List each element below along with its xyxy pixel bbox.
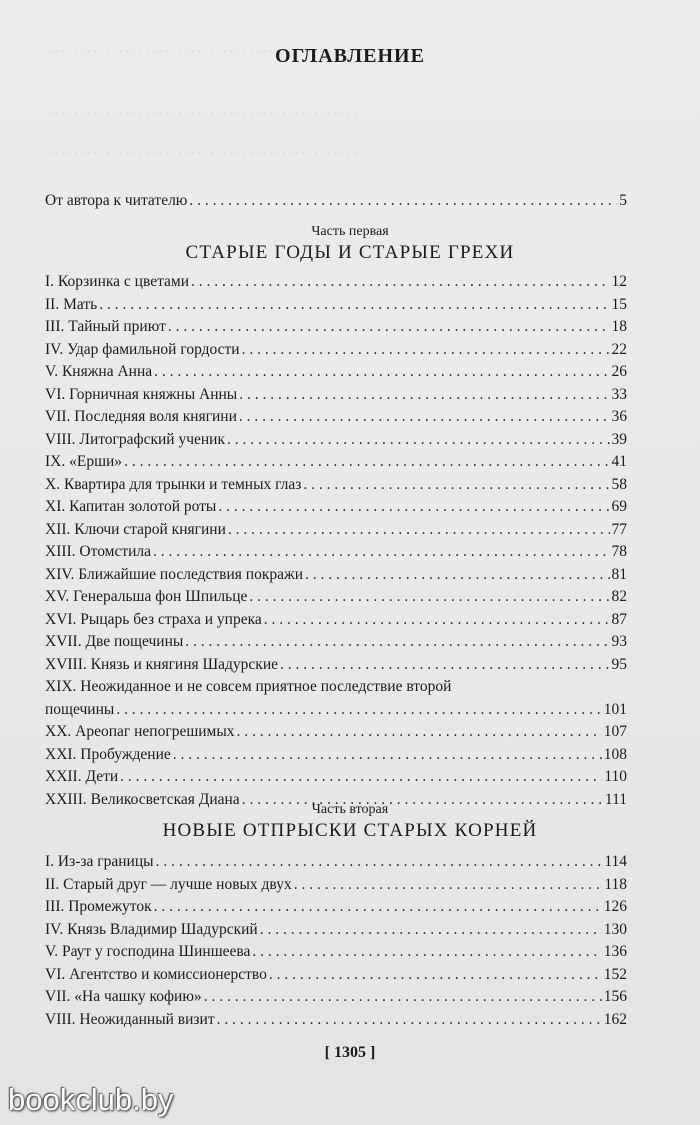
toc-label: VII. «На чашку кофию» (45, 988, 202, 1005)
leader-dots (252, 941, 601, 964)
toc-label: II. Мать (45, 295, 98, 313)
toc-label: XVII. Две пощечины (45, 633, 184, 650)
toc-label: III. Промежуток (45, 898, 152, 915)
leader-dots (305, 564, 610, 587)
toc-page: 33 (611, 385, 627, 403)
part-label: Часть вторая (311, 802, 389, 817)
toc-row (45, 361, 627, 384)
toc-label: От автора к читателю (45, 192, 188, 209)
toc-label: III. Тайный приют (45, 318, 166, 335)
leader-dots (227, 429, 609, 452)
toc-page: 152 (603, 965, 627, 983)
toc-row (45, 941, 627, 964)
toc-label: V. Княжна Анна (45, 363, 153, 380)
toc-label: XIV. Ближайшие последствия покражи (45, 565, 303, 583)
toc-label: XXI. Пробуждение (45, 745, 171, 763)
toc-label: XXIII. Великосветская Диана (45, 790, 240, 808)
toc-page: 126 (603, 898, 627, 915)
toc-page: 82 (611, 588, 627, 605)
leader-dots (168, 316, 610, 339)
toc-label: VIII. Неожиданный визит (45, 1010, 215, 1028)
toc-label: пощечины (45, 700, 115, 718)
leader-dots (237, 721, 602, 744)
toc-page: 162 (603, 1010, 627, 1028)
leader-dots (154, 361, 609, 384)
toc-page: 26 (611, 363, 627, 380)
toc-row (45, 294, 627, 317)
leader-dots (242, 339, 610, 362)
toc-page: 78 (611, 543, 627, 560)
toc-page: 114 (604, 853, 627, 870)
toc-label: IV. Князь Владимир Шадурский (45, 920, 258, 938)
site-watermark (0, 1076, 220, 1125)
page-title: ОГЛАВЛЕНИЕ (275, 45, 425, 67)
leader-dots (156, 851, 603, 874)
toc-part2-list (45, 851, 627, 1031)
leader-dots (173, 744, 602, 767)
toc-label: IX. «Ерши» (45, 453, 123, 470)
toc-row (45, 721, 627, 744)
toc-row (45, 451, 627, 474)
toc-label: XIX. Неожиданное и не совсем приятное последствие второй (45, 678, 452, 695)
toc-row (45, 964, 627, 987)
toc-row (45, 429, 627, 452)
toc-part1-list (45, 271, 627, 811)
leader-dots (116, 699, 601, 722)
toc-row (45, 271, 627, 294)
toc-page: 77 (611, 520, 627, 538)
show-through-text: . . . . . . . . . . . . . . . . . . . . . . . . . . . . . . . . . . . . . . . . . . . . . . . . . (48, 40, 364, 55)
toc-row (45, 519, 627, 542)
toc-label: VIII. Литографский ученик (45, 430, 226, 448)
toc-label: I. Корзинка с цветами (45, 273, 190, 290)
toc-page: 18 (611, 318, 627, 335)
leader-dots (280, 654, 609, 677)
toc-row (45, 851, 627, 874)
leader-dots (99, 294, 609, 317)
toc-page: 39 (611, 430, 627, 448)
part-title: СТАРЫЕ ГОДЫ И СТАРЫЕ ГРЕХИ (185, 242, 515, 263)
part-label: Часть первая (311, 224, 389, 239)
toc-row (45, 339, 627, 362)
toc-page: 110 (604, 768, 627, 785)
toc-page: 130 (603, 920, 627, 938)
toc-label: XIII. Отомстила (45, 543, 152, 560)
toc-row (45, 609, 627, 632)
leader-dots (120, 766, 602, 789)
toc-row (45, 316, 627, 339)
toc-label: VI. Горничная княжны Анны (45, 385, 238, 403)
toc-page: 15 (611, 295, 627, 313)
leader-dots (124, 451, 609, 474)
show-through-text: . . . . . . . . . . . . . . . . . . . . . . . . . . . . . . . . . . . . . . . . . . . . . . . . (48, 102, 357, 117)
toc-row (45, 874, 627, 897)
leader-dots (204, 986, 602, 1009)
leader-dots (218, 496, 609, 519)
leader-dots (249, 586, 609, 609)
leader-dots (154, 896, 602, 919)
toc-label: XII. Ключи старой княгини (45, 520, 226, 538)
leader-dots (239, 384, 609, 407)
toc-page: 107 (603, 723, 627, 740)
intro-entry (45, 190, 627, 213)
page-number: [ 1305 ] (324, 1044, 376, 1061)
toc-label: X. Квартира для трынки и темных глаз (45, 475, 302, 493)
toc-row (45, 541, 627, 564)
leader-dots (185, 631, 609, 654)
toc-page: 156 (603, 988, 627, 1005)
toc-row (45, 564, 627, 587)
toc-row (45, 699, 627, 722)
toc-page: 136 (603, 943, 627, 960)
toc-row (45, 631, 627, 654)
toc-page: 81 (611, 565, 627, 583)
toc-label: VI. Агентство и комиссионерство (45, 965, 267, 983)
toc-row (45, 190, 627, 213)
toc-row-multiline-first (45, 676, 627, 699)
toc-row (45, 896, 627, 919)
toc-row (45, 744, 627, 767)
toc-page: 58 (611, 475, 627, 493)
toc-page: 5 (619, 192, 627, 209)
toc-page: 12 (611, 273, 627, 290)
toc-label: XXII. Дети (45, 768, 119, 785)
toc-row (45, 586, 627, 609)
toc-page: 93 (611, 633, 627, 650)
toc-label: V. Раут у господина Шиншеева (45, 943, 251, 960)
toc-page: 101 (603, 700, 627, 718)
show-through-text: . . . . . . . . . . . . . . . . . . . . . . . . . . . . . . . . . . . . . . . . . . . . . . . . (48, 142, 357, 157)
toc-page: 118 (604, 875, 627, 893)
leader-dots (217, 1009, 602, 1032)
toc-row (45, 766, 627, 789)
leader-dots (260, 919, 602, 942)
toc-page: 22 (611, 340, 627, 358)
toc-label: XVIII. Князь и княгиня Шадурские (45, 655, 279, 673)
leader-dots (294, 874, 603, 897)
toc-row (45, 384, 627, 407)
toc-row (45, 986, 627, 1009)
leader-dots (264, 609, 610, 632)
toc-page: 111 (604, 790, 627, 808)
toc-page: 41 (611, 453, 627, 470)
leader-dots (153, 541, 609, 564)
leader-dots (191, 271, 609, 294)
toc-label: VII. Последняя воля княгини (45, 408, 237, 425)
part-title: НОВЫЕ ОТПРЫСКИ СТАРЫХ КОРНЕЙ (162, 820, 538, 841)
toc-row (45, 496, 627, 519)
toc-label: I. Из-за границы (45, 853, 154, 870)
toc-page: 87 (611, 610, 627, 628)
toc-row (45, 406, 627, 429)
toc-label: XI. Капитан золотой роты (45, 498, 217, 515)
toc-row (45, 474, 627, 497)
toc-row (45, 654, 627, 677)
toc-page: 69 (611, 498, 627, 515)
leader-dots (189, 190, 617, 213)
toc-row (45, 919, 627, 942)
leader-dots (303, 474, 609, 497)
leader-dots (269, 964, 602, 987)
toc-label: II. Старый друг — лучше новых двух (45, 875, 292, 893)
watermark-text: bookclub.by (8, 1082, 174, 1117)
toc-label: XVI. Рыцарь без страха и упрека (45, 610, 262, 628)
toc-page: 36 (611, 408, 627, 425)
toc-page: 95 (611, 655, 627, 673)
leader-dots (228, 519, 610, 542)
leader-dots (239, 406, 610, 429)
toc-label: XV. Генеральша фон Шпильце (45, 588, 248, 605)
toc-label: XX. Ареопаг непогрешимых (45, 723, 235, 740)
toc-label: IV. Удар фамильной гордости (45, 340, 240, 358)
toc-page: 108 (603, 745, 627, 763)
toc-row (45, 1009, 627, 1032)
